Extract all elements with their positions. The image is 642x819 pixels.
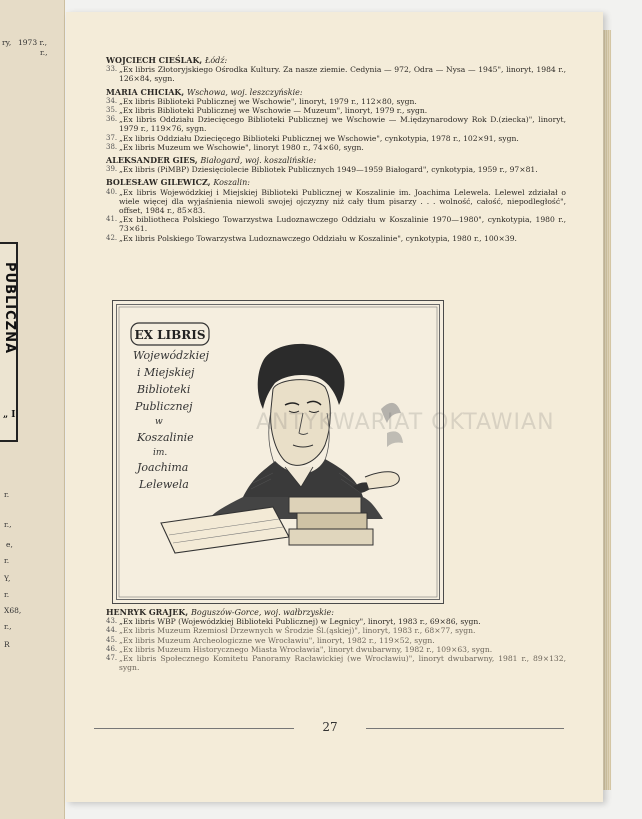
page-stack-edge (603, 30, 611, 790)
section-cieslak (106, 56, 566, 84)
portrait-engraving (113, 301, 443, 603)
author-heading: WOJCIECH CIEŚLAK, Łódź: (106, 55, 228, 65)
catalog-entry: 44. „Ex libris Muzeum Rzemiosł Drzewnych w Środzie Śl.(ąskiej)", linoryt, 1983 r., 68×77, sygn. (106, 626, 476, 636)
catalog-entry: 37. „Ex libris Oddziału Dziecięcego Biblioteki Publicznej we Wschowie", cynkotypia, 1978 r., 102×91, sygn. (106, 133, 519, 143)
plate-line: Publicznej (135, 400, 193, 413)
catalog-entry: 42. „Ex libris Polskiego Towarzystwa Ludoznawczego Oddziału w Koszalinie", cynkotypia, 1980 r., 100×39. (106, 233, 517, 243)
catalog-entry: 34. „Ex libris Biblioteki Publicznej we Wschowie", linoryt, 1979 r., 112×80, sygn. (106, 96, 417, 106)
plate-line: Joachima (137, 461, 189, 474)
section-grajek (106, 608, 566, 672)
catalog-entry: 40. „Ex libris Wojewódzkiej i Miejskiej Biblioteki Publicznej w Koszalinie im. Joachima Lelewela. Lelewel zdziałał o wiele więcej dla wyjaśnienia niewoli swojej ojczyzny niż cały tłum pisarzy . . . wolność, całość, niepodległość", offset, 1984 r., 85×83. (106, 187, 566, 216)
left-fragment: ry, (2, 38, 12, 47)
plate-line: Biblioteki (137, 383, 191, 396)
left-fragment: X68, (4, 606, 22, 615)
plate-line: im. (153, 448, 168, 458)
plate-line: Wojewódzkiej (133, 349, 210, 362)
catalog-entry: 36. „Ex libris Oddziału Dziecięcego Biblioteki Publicznej we Wschowie — M.iędzynarodowy Rok D.(ziecka)", linoryt, 1979 r., 119×76, sygn. (106, 115, 566, 134)
left-fragment: r. (4, 590, 10, 599)
catalog-entry: 43. „Ex libris WBP (Wojewódzkiej Biblioteki Publicznej) w Legnicy", linoryt, 1983 r., 69×86, sygn. (106, 617, 481, 627)
page-footer (94, 720, 564, 736)
entries-bottom (106, 604, 566, 672)
left-fragment: Y, (4, 574, 11, 583)
left-fragment: r. (4, 490, 10, 499)
stamp-text: PUBLICZNA (2, 262, 17, 355)
catalog-entry: 35. „Ex libris Biblioteki Publicznej we Wschowie — Muzeum", linoryt, 1979 r., sygn. (106, 106, 428, 116)
catalog-entry: 41. „Ex bibliotheca Polskiego Towarzystwa Ludoznawczego Oddziału w Koszalinie 1970—1980", cynkotypia, 1980 r., 73×61. (106, 215, 566, 234)
plate-line: Lelewela (139, 478, 189, 491)
footer-rule-left (94, 728, 294, 729)
catalog-entry: 45. „Ex libris Muzeum Archeologiczne we Wrocławiu", linoryt, 1982 r., 119×52, sygn. (106, 635, 435, 645)
left-fragment: r., (40, 48, 48, 57)
section-gies (106, 156, 566, 174)
plate-title: EX LIBRIS (134, 328, 206, 342)
author-heading: MARIA CHICIAK, Wschowa, woj. leszczyńskie: (106, 86, 303, 97)
footer-rule-right (366, 728, 564, 729)
exlibris-illustration (112, 300, 444, 604)
left-fragment: 1973 r., (18, 38, 48, 47)
plate-line: Koszalinie (137, 431, 194, 444)
entries-top (106, 52, 566, 243)
left-fragment: R (4, 640, 10, 649)
left-fragment: r. (4, 556, 10, 565)
left-fragment: e, (6, 540, 13, 549)
catalog-entry: 33. „Ex libris Złotoryjskiego Ośrodka Kultury. Za nasze ziemie. Cedynia — 972, Odra — Nysa — 1945", linoryt, 1984 r., 126×84, sygn. (106, 65, 566, 84)
catalog-entry: 39. „Ex libris (PiMBP) Dziesięciolecie Bibliotek Publicznych 1949—1959 Białogard", cynkotypia, 1959 r., 97×81. (106, 165, 538, 175)
author-heading: BOLESŁAW GILEWICZ, Koszalin: (106, 177, 250, 188)
plate-line: i Miejskiej (137, 366, 195, 379)
author-heading: HENRYK GRAJEK, Boguszów-Gorce, woj. wałbrzyskie: (106, 607, 334, 617)
left-fragment: r., (4, 520, 12, 529)
catalog-entry: 46. „Ex libris Muzeum Historycznego Miasta Wrocławia", linoryt dwubarwny, 1982 r., 109×63, sygn. (106, 644, 493, 654)
left-page-edge (0, 0, 65, 819)
stamp-mark: „ I (3, 410, 16, 420)
left-fragment: r., (4, 622, 12, 631)
book-page (66, 12, 603, 802)
plate-line: w (155, 417, 163, 427)
section-gilewicz (106, 178, 566, 242)
catalog-entry: 38. „Ex libris Muzeum we Wschowie", linoryt 1980 r., 74×60, sygn. (106, 142, 364, 152)
watermark-text: ANTYKWARIAT OKTAWIAN (256, 410, 555, 435)
page-number: 27 (322, 720, 338, 734)
catalog-entry: 47. „Ex libris Społecznego Komitetu Panoramy Racławickiej (we Wrocławiu)", linoryt dwubarwny, 1981 r., 89×132, sygn. (106, 654, 566, 673)
author-heading: ALEKSANDER GIES, Białogard, woj. koszalińskie: (106, 155, 317, 166)
section-chiciak (106, 88, 566, 152)
